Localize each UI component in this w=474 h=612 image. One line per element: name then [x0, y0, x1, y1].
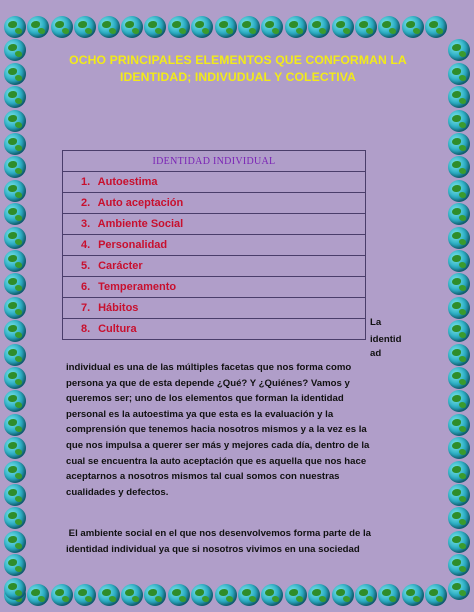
- globe-icon: [4, 437, 26, 459]
- globe-icon: [448, 578, 470, 600]
- globe-icon: [4, 227, 26, 249]
- globe-icon: [4, 344, 26, 366]
- globe-icon: [448, 39, 470, 61]
- side-text-1: La: [370, 317, 382, 328]
- table-header: IDENTIDAD INDIVIDUAL: [63, 151, 366, 172]
- paragraph-line: persona ya que de esta depende ¿Qué? Y ¿Quiénes? Vamos y: [66, 377, 350, 389]
- globe-icon: [4, 484, 26, 506]
- table-row: 1. Autoestima: [63, 172, 366, 193]
- globe-icon: [448, 414, 470, 436]
- globe-icon: [402, 584, 424, 606]
- side-text-3: ad: [370, 348, 382, 359]
- globe-icon: [191, 584, 213, 606]
- globe-icon: [448, 484, 470, 506]
- globe-icon: [448, 203, 470, 225]
- globe-icon: [4, 250, 26, 272]
- globe-icon: [308, 584, 330, 606]
- globe-icon: [4, 133, 26, 155]
- globe-icon: [4, 16, 26, 38]
- globe-icon: [4, 39, 26, 61]
- globe-icon: [4, 110, 26, 132]
- globe-icon: [448, 297, 470, 319]
- globe-icon: [402, 16, 424, 38]
- globe-icon: [4, 554, 26, 576]
- globe-icon: [4, 203, 26, 225]
- globe-icon: [448, 227, 470, 249]
- table-row: 3. Ambiente Social: [63, 214, 366, 235]
- globe-icon: [121, 16, 143, 38]
- globe-icon: [238, 16, 260, 38]
- table-row: 2. Auto aceptación: [63, 193, 366, 214]
- globe-icon: [448, 63, 470, 85]
- globe-icon: [98, 584, 120, 606]
- paragraph-social: [66, 526, 411, 557]
- globe-icon: [448, 273, 470, 295]
- table-row: 6. Temperamento: [63, 277, 366, 298]
- globe-icon: [168, 16, 190, 38]
- paragraph-line: aceptarnos a nosotros mismos tal cual somos con nuestras: [66, 471, 340, 483]
- globe-icon: [27, 16, 49, 38]
- title-line-1: OCHO PRINCIPALES ELEMENTOS QUE CONFORMAN LA: [69, 53, 407, 67]
- globe-icon: [261, 16, 283, 38]
- table-row: 5. Carácter: [63, 256, 366, 277]
- globe-icon: [4, 507, 26, 529]
- globe-icon: [448, 133, 470, 155]
- globe-icon: [448, 437, 470, 459]
- globe-icon: [51, 16, 73, 38]
- globe-icon: [308, 16, 330, 38]
- globe-icon: [4, 414, 26, 436]
- paragraph-identity: [66, 360, 411, 500]
- paragraph-line: El ambiente social en el que nos desenvolvemos forma parte de la: [66, 528, 371, 539]
- identity-table: [62, 150, 366, 340]
- globe-icon: [448, 250, 470, 272]
- globe-icon: [4, 180, 26, 202]
- globe-icon: [4, 273, 26, 295]
- globe-icon: [355, 584, 377, 606]
- paragraph-line: que nos impulsa a querer ser más y mejores cada día, dentro de la: [66, 439, 370, 451]
- globe-icon: [4, 461, 26, 483]
- paragraph-line: comprensión que tenemos hacia nosotros mismos y a la vez es la: [66, 424, 367, 436]
- globe-icon: [448, 461, 470, 483]
- globe-icon: [215, 584, 237, 606]
- globe-icon: [4, 320, 26, 342]
- side-text-2: identid: [370, 334, 402, 345]
- globe-icon: [98, 16, 120, 38]
- globe-icon: [448, 367, 470, 389]
- globe-icon: [144, 16, 166, 38]
- globe-icon: [448, 507, 470, 529]
- globe-icon: [4, 63, 26, 85]
- globe-icon: [448, 86, 470, 108]
- globe-icon: [4, 578, 26, 600]
- globe-icon: [448, 180, 470, 202]
- table-row: 8. Cultura: [63, 319, 366, 340]
- globe-icon: [4, 297, 26, 319]
- globe-icon: [425, 16, 447, 38]
- globe-icon: [448, 156, 470, 178]
- globe-icon: [4, 531, 26, 553]
- globe-icon: [144, 584, 166, 606]
- globe-icon: [448, 390, 470, 412]
- globe-icon: [378, 16, 400, 38]
- globe-icon: [425, 584, 447, 606]
- globe-icon: [27, 584, 49, 606]
- globe-icon: [285, 16, 307, 38]
- globe-icon: [74, 16, 96, 38]
- globe-icon: [285, 584, 307, 606]
- globe-icon: [448, 344, 470, 366]
- paragraph-line: queremos ser; uno de los elementos que forman la identidad: [66, 393, 344, 405]
- globe-icon: [355, 16, 377, 38]
- page-title: [58, 52, 418, 86]
- globe-icon: [4, 156, 26, 178]
- globe-icon: [4, 86, 26, 108]
- globe-icon: [238, 584, 260, 606]
- globe-icon: [74, 584, 96, 606]
- globe-icon: [448, 554, 470, 576]
- globe-icon: [215, 16, 237, 38]
- paragraph-line: individual es una de las múltiples facetas que nos forma como: [66, 362, 352, 373]
- globe-icon: [448, 531, 470, 553]
- title-line-2: IDENTIDAD; INDIVUDUAL Y COLECTIVA: [119, 70, 356, 84]
- paragraph-line: cual se encuentra la auto aceptación que es aquella que nos hace: [66, 455, 367, 467]
- globe-icon: [121, 584, 143, 606]
- globe-icon: [4, 390, 26, 412]
- paragraph-line: identidad individual ya que si nosotros vivimos en una sociedad: [66, 543, 360, 555]
- globe-icon: [448, 110, 470, 132]
- table-row: 7. Hábitos: [63, 298, 366, 319]
- globe-icon: [378, 584, 400, 606]
- paragraph-line: personal es la autoestima ya que esta es la evaluación y la: [66, 408, 334, 420]
- globe-icon: [168, 584, 190, 606]
- globe-icon: [4, 367, 26, 389]
- globe-icon: [51, 584, 73, 606]
- globe-icon: [261, 584, 283, 606]
- globe-icon: [332, 584, 354, 606]
- paragraph-line: cualidades y defectos.: [66, 486, 169, 498]
- globe-icon: [191, 16, 213, 38]
- table-row: 4. Personalidad: [63, 235, 366, 256]
- globe-icon: [448, 320, 470, 342]
- globe-icon: [332, 16, 354, 38]
